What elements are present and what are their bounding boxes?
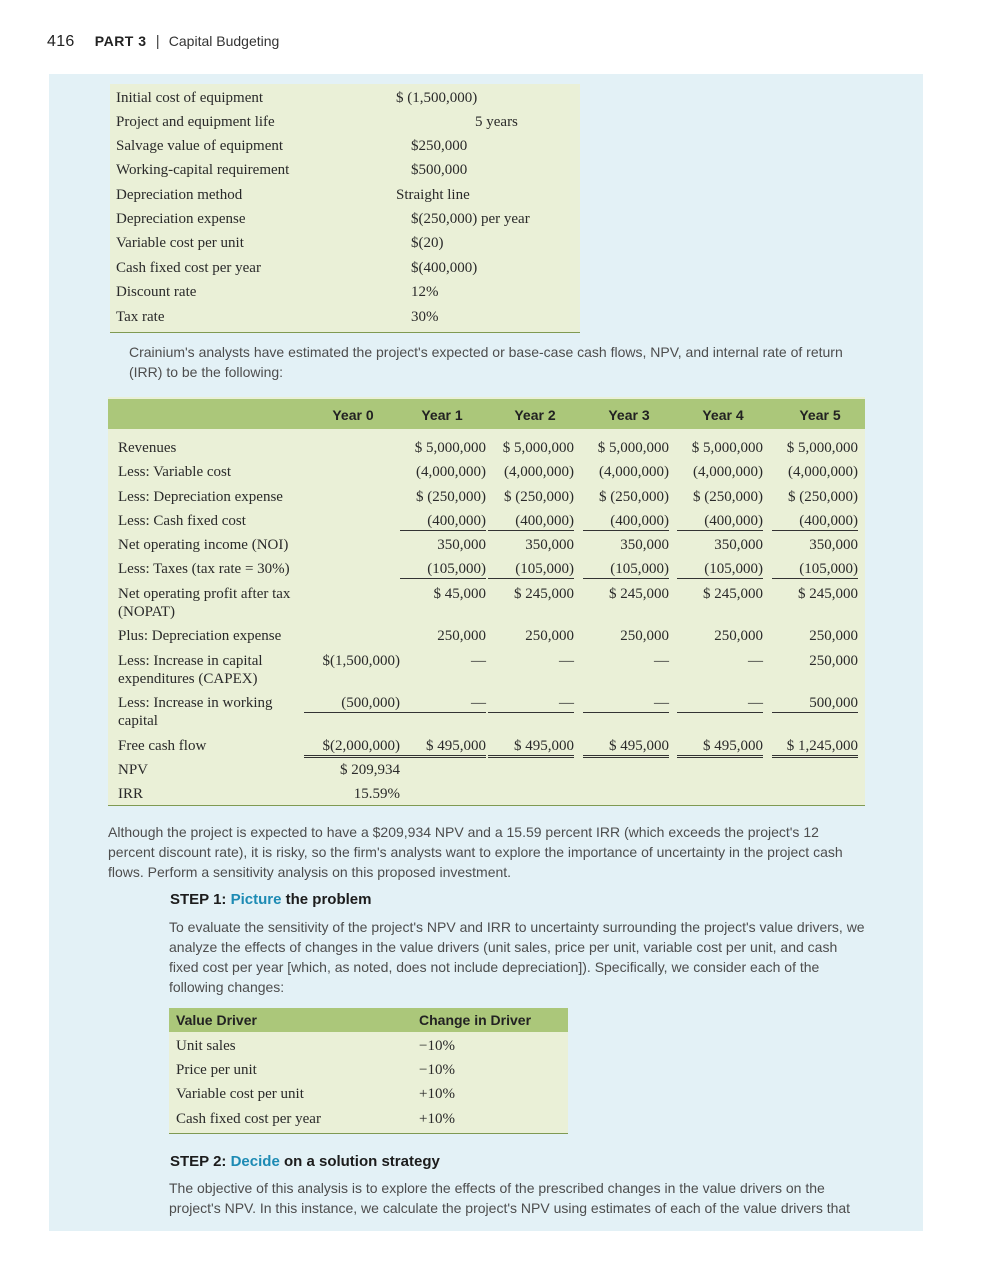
year2-value: (4,000,000) <box>504 464 574 480</box>
year0-value: $(2,000,000) <box>304 738 400 758</box>
step1-body: To evaluate the sensitivity of the project's NPV and IRR to uncertainty surrounding the project's value drivers, we analyze the effects of changes in the value drivers (unit sales, price per unit, variable cost per unit, and cash fixed cost per year [which, as noted, does not include depreciation]). Specifically, we consider each of the following changes: <box>169 919 865 995</box>
assumption-label: Tax rate <box>116 309 165 325</box>
assumption-label: Discount rate <box>116 284 197 300</box>
year4-value: $ 495,000 <box>677 738 763 758</box>
year2-value: $ 495,000 <box>488 738 574 758</box>
driver-name: Cash fixed cost per year <box>176 1111 321 1127</box>
assumption-label: Initial cost of equipment <box>116 90 264 106</box>
year4-value: (105,000) <box>677 561 763 579</box>
step2-heading <box>170 1153 440 1170</box>
driver-name: Variable cost per unit <box>176 1086 304 1102</box>
assumption-value: 5 years <box>475 114 518 130</box>
step1-prefix: STEP 1: <box>170 891 227 908</box>
year3-value: — <box>654 653 669 669</box>
row-label: Less: Increase in capital <box>118 653 263 669</box>
column-header-year3: Year 3 <box>608 407 650 423</box>
year0-value: (500,000) <box>304 695 400 713</box>
assumption-label: Depreciation expense <box>116 211 246 227</box>
cashflow-table <box>108 397 865 806</box>
year0-value: $(1,500,000) <box>322 653 400 669</box>
assumption-value: $ (1,500,000) <box>396 90 478 106</box>
row-label: NPV <box>118 762 149 778</box>
row-label-continued: (NOPAT) <box>118 604 175 620</box>
year1-value: (105,000) <box>400 561 486 579</box>
assumption-value: $(400,000) <box>411 260 478 276</box>
year4-value: 350,000 <box>714 537 763 553</box>
driver-change: −10% <box>419 1062 455 1078</box>
year1-value: — <box>400 695 486 713</box>
year2-value: (105,000) <box>488 561 574 579</box>
year5-value: (400,000) <box>772 513 858 531</box>
assumptions-table <box>110 84 580 333</box>
analysis-paragraph: Although the project is expected to have a $209,934 NPV and a 15.59 percent IRR (which exceeds the project's 12 percent discount rate), it is risky, so the firm's analysts want to explore the importance of uncertainty in the project cash flows. Perform a sensitivity analysis on this proposed investment. <box>108 824 843 880</box>
page-header <box>47 33 279 53</box>
year2-value: — <box>559 653 574 669</box>
year1-value: (400,000) <box>400 513 486 531</box>
year4-value: $ 5,000,000 <box>691 440 763 456</box>
column-header-year1: Year 1 <box>421 407 463 423</box>
chapter-title: Capital Budgeting <box>168 33 280 49</box>
row-label: Less: Variable cost <box>118 464 232 480</box>
assumption-label: Working-capital requirement <box>116 162 290 178</box>
year0-value: $ 209,934 <box>340 762 400 778</box>
cashflow-header-row <box>108 399 865 429</box>
year3-value: (4,000,000) <box>599 464 669 480</box>
year3-value: 350,000 <box>620 537 669 553</box>
year2-value: 250,000 <box>525 628 574 644</box>
value-driver-table <box>169 1008 568 1134</box>
driver-name: Unit sales <box>176 1038 236 1054</box>
row-label-continued: capital <box>118 713 158 729</box>
driver-change: −10% <box>419 1038 455 1054</box>
row-label: Less: Cash fixed cost <box>118 513 246 529</box>
year1-value: 350,000 <box>437 537 486 553</box>
intro-paragraph: Crainium's analysts have estimated the project's expected or base-case cash flows, NPV, and internal rate of return (IRR) to be the following: <box>129 344 843 380</box>
change-column-header: Change in Driver <box>419 1012 532 1028</box>
assumption-value: 30% <box>411 309 439 325</box>
year3-value: (400,000) <box>583 513 669 531</box>
year1-value: $ 45,000 <box>433 586 486 602</box>
year3-value: $ 245,000 <box>609 586 669 602</box>
row-label: Plus: Depreciation expense <box>118 628 282 644</box>
driver-change: +10% <box>419 1086 455 1102</box>
header-separator: | <box>155 33 160 50</box>
assumption-label: Project and equipment life <box>116 114 275 130</box>
year2-value: — <box>488 695 574 713</box>
column-header-year5: Year 5 <box>799 407 841 423</box>
year4-value: 250,000 <box>714 628 763 644</box>
assumption-value: 12% <box>411 284 439 300</box>
step1-accent: Picture <box>230 891 282 908</box>
row-label-continued: expenditures (CAPEX) <box>118 671 258 687</box>
year2-value: $ (250,000) <box>504 489 574 505</box>
year5-value: $ 5,000,000 <box>786 440 858 456</box>
column-header-year4: Year 4 <box>702 407 744 423</box>
year5-value: (105,000) <box>772 561 858 579</box>
assumption-value: $250,000 <box>411 138 468 154</box>
year1-value: 250,000 <box>437 628 486 644</box>
step2-accent: Decide <box>230 1153 280 1170</box>
row-label: Revenues <box>118 440 177 456</box>
year1-value: — <box>471 653 486 669</box>
column-header-year0: Year 0 <box>332 407 374 423</box>
row-label: Less: Depreciation expense <box>118 489 283 505</box>
row-label: Net operating income (NOI) <box>118 537 289 553</box>
year5-value: 250,000 <box>809 628 858 644</box>
year3-value: 250,000 <box>620 628 669 644</box>
row-label: IRR <box>118 786 144 802</box>
year5-value: 500,000 <box>772 695 858 713</box>
example-panel <box>49 74 923 1231</box>
row-label: Free cash flow <box>118 738 207 754</box>
year2-value: $ 245,000 <box>514 586 574 602</box>
step1-rest: the problem <box>285 891 372 908</box>
assumption-label: Variable cost per unit <box>116 235 244 251</box>
year3-value: $ 495,000 <box>583 738 669 758</box>
column-header-year2: Year 2 <box>514 407 556 423</box>
year4-value: $ (250,000) <box>693 489 763 505</box>
year2-value: (400,000) <box>488 513 574 531</box>
driver-change: +10% <box>419 1111 455 1127</box>
step2-body: The objective of this analysis is to explore the effects of the prescribed changes in the value drivers on the project's NPV. In this instance, we calculate the project's NPV using estimates of each of the value drivers that <box>169 1180 851 1216</box>
driver-column-header: Value Driver <box>176 1012 257 1028</box>
year4-value: — <box>677 695 763 713</box>
year1-value: $ 495,000 <box>400 738 486 758</box>
year4-value: (400,000) <box>677 513 763 531</box>
step1-heading <box>170 891 371 908</box>
year3-value: (105,000) <box>583 561 669 579</box>
year1-value: $ (250,000) <box>416 489 486 505</box>
year3-value: — <box>583 695 669 713</box>
year4-value: $ 245,000 <box>703 586 763 602</box>
row-label: Net operating profit after tax <box>118 586 291 602</box>
assumption-value: Straight line <box>396 187 470 203</box>
driver-header-row <box>169 1008 568 1032</box>
year5-value: 250,000 <box>809 653 858 669</box>
part-label: PART 3 <box>94 33 147 49</box>
year2-value: $ 5,000,000 <box>502 440 574 456</box>
year2-value: 350,000 <box>525 537 574 553</box>
year3-value: $ 5,000,000 <box>597 440 669 456</box>
year4-value: — <box>748 653 763 669</box>
row-label: Less: Increase in working <box>118 695 273 711</box>
year5-value: $ 245,000 <box>798 586 858 602</box>
assumption-label: Cash fixed cost per year <box>116 260 261 276</box>
assumption-value: $(20) <box>411 235 444 251</box>
driver-name: Price per unit <box>176 1062 257 1078</box>
assumption-label: Depreciation method <box>116 187 243 203</box>
year0-value: 15.59% <box>353 786 400 802</box>
year5-value: $ 1,245,000 <box>772 738 858 758</box>
assumption-value: $500,000 <box>411 162 468 178</box>
row-label: Less: Taxes (tax rate = 30%) <box>118 561 290 577</box>
assumption-label: Salvage value of equipment <box>116 138 284 154</box>
year4-value: (4,000,000) <box>693 464 763 480</box>
assumption-value: $(250,000) per year <box>411 211 530 227</box>
year3-value: $ (250,000) <box>599 489 669 505</box>
year5-value: $ (250,000) <box>788 489 858 505</box>
step2-prefix: STEP 2: <box>170 1153 227 1170</box>
page-number: 416 <box>47 33 75 50</box>
year1-value: $ 5,000,000 <box>414 440 486 456</box>
year5-value: 350,000 <box>809 537 858 553</box>
year1-value: (4,000,000) <box>416 464 486 480</box>
step2-rest: on a solution strategy <box>283 1153 440 1170</box>
year5-value: (4,000,000) <box>788 464 858 480</box>
